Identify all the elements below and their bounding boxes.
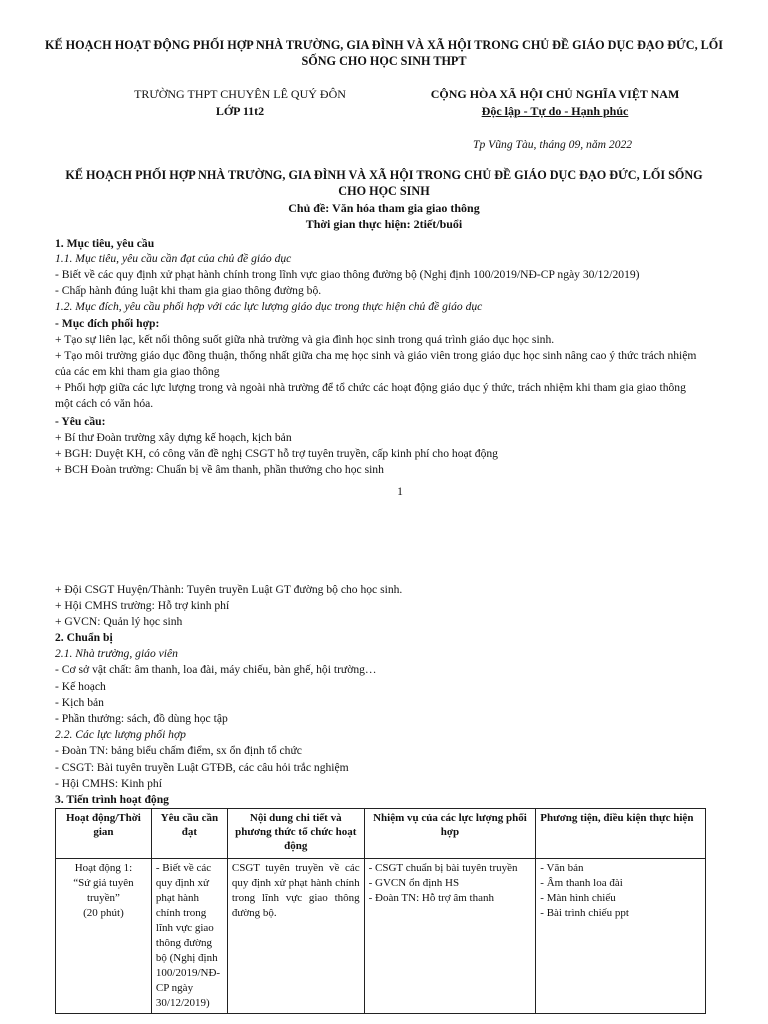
- means-cell: [536, 859, 706, 1014]
- section-1-2-heading: 1.2. Mục đích, yêu cầu phối hợp với các lực lượng giáo dục trong thực hiện chủ đề giáo dục: [55, 300, 483, 313]
- means-3: - Màn hình chiếu: [540, 892, 616, 904]
- requirements-heading: - Yêu cầu:: [55, 415, 106, 428]
- page-number: 1: [397, 485, 403, 498]
- school-name: TRƯỜNG THPT CHUYÊN LÊ QUÝ ĐÔN: [134, 87, 346, 101]
- place-date: Tp Vũng Tàu, tháng 09, năm 2022: [473, 138, 633, 151]
- section-2-heading: 2. Chuẩn bị: [55, 631, 113, 644]
- section-1-1-heading: 1.1. Mục tiêu, yêu cầu cần đạt của chủ đề giáo dục: [55, 252, 292, 265]
- objective-2: - Chấp hành đúng luật khi tham gia giao thông đường bộ.: [55, 284, 322, 297]
- requirement-4: + Đội CSGT Huyện/Thành: Tuyên truyền Luật GT đường bộ cho học sinh.: [55, 583, 403, 596]
- requirement-6: + GVCN: Quản lý học sinh: [55, 615, 183, 628]
- requirement-3: + BCH Đoàn trường: Chuẩn bị về âm thanh, phần thưởng cho học sinh: [55, 463, 384, 476]
- main-title-line-1: KẾ HOẠCH HOẠT ĐỘNG PHỐI HỢP NHÀ TRƯỜNG, GIA ĐÌNH VÀ XÃ HỘI TRONG CHỦ ĐỀ GIÁO DỤC ĐẠO ĐỨC, LỐI: [44, 38, 724, 52]
- requirement-5: + Hội CMHS trường: Hỗ trợ kinh phí: [55, 599, 230, 612]
- header-tasks: Nhiệm vụ của các lực lượng phối hợp: [364, 809, 536, 859]
- tasks-cell: [364, 859, 536, 1014]
- prep-7: - Hội CMHS: Kinh phí: [55, 777, 162, 790]
- header-content: Nội dung chi tiết và phương thức tổ chức hoạt động: [227, 809, 364, 859]
- activity-table: [55, 808, 706, 1014]
- requirement-1: + Bí thư Đoàn trường xây dựng kế hoạch, kịch bản: [55, 431, 292, 444]
- header-activity: Hoạt động/Thời gian: [56, 809, 152, 859]
- means-1: - Văn bản: [540, 862, 584, 874]
- requirement-2: + BGH: Duyệt KH, có công văn đề nghị CSGT hỗ trợ tuyên truyền, cấp kinh phí cho hoạt động: [55, 447, 498, 460]
- content-cell: CSGT tuyên truyền về các quy định xử phạt hành chính trong lĩnh vực giao thông đường bộ.: [227, 859, 364, 1014]
- section-2-1-heading: 2.1. Nhà trường, giáo viên: [55, 647, 178, 660]
- activity-title: Hoạt động 1:: [74, 862, 133, 874]
- section-1-heading: 1. Mục tiêu, yêu cầu: [55, 237, 155, 250]
- means-2: - Âm thanh loa đài: [540, 877, 623, 889]
- main-title-line-2: SỐNG CHO HỌC SINH THPT: [301, 54, 467, 68]
- prep-2: - Kế hoạch: [55, 680, 106, 693]
- purpose-heading: - Mục đích phối hợp:: [55, 317, 160, 330]
- topic: Chủ đề: Văn hóa tham gia giao thông: [288, 201, 480, 215]
- task-3: - Đoàn TN: Hỗ trợ âm thanh: [368, 892, 494, 904]
- section-3-heading: 3. Tiến trình hoạt động: [55, 793, 169, 806]
- activity-name: “Sứ giả tuyên truyền”: [73, 877, 134, 904]
- purpose-3: + Phối hợp giữa các lực lượng trong và ngoài nhà trường để tổ chức các hoạt động giáo dục ý thức, trách nhiệm khi tham gia giao thông một cách có văn hóa.: [55, 381, 686, 410]
- task-2: - GVCN ổn định HS: [368, 877, 460, 889]
- prep-3: - Kịch bản: [55, 696, 104, 709]
- table-row: [56, 859, 706, 1014]
- requirement-cell: - Biết về các quy định xử phạt hành chính trong lĩnh vực giao thông đường bộ (Nghị định 100/2019/NĐ-CP ngày 30/12/2019): [151, 859, 227, 1014]
- prep-5: - Đoàn TN: bảng biểu chấm điểm, sx ổn định tổ chức: [55, 744, 302, 757]
- header-means: Phương tiện, điều kiện thực hiện: [536, 809, 706, 859]
- prep-6: - CSGT: Bài tuyên truyền Luật GTĐB, các câu hỏi trắc nghiệm: [55, 761, 349, 774]
- duration: Thời gian thực hiện: 2tiết/buổi: [305, 217, 463, 231]
- header-requirement: Yêu cầu cần đạt: [151, 809, 227, 859]
- objective-1: - Biết về các quy định xử phạt hành chính trong lĩnh vực giao thông đường bộ (Nghị định 100/2019/NĐ-CP ngày 30/12/2019): [55, 268, 640, 281]
- activity-cell: [56, 859, 152, 1014]
- prep-4: - Phần thưởng: sách, đồ dùng học tập: [55, 712, 228, 725]
- activity-time: (20 phút): [83, 907, 124, 919]
- country-name: CỘNG HÒA XÃ HỘI CHỦ NGHĨA VIỆT NAM: [430, 87, 680, 101]
- task-1: - CSGT chuẩn bị bài tuyên truyền: [368, 862, 518, 874]
- plan-title-line-1: KẾ HOẠCH PHỐI HỢP NHÀ TRƯỜNG, GIA ĐÌNH VÀ XÃ HỘI TRONG CHỦ ĐỀ GIÁO DỤC ĐẠO ĐỨC, LỐI SỐNG: [65, 168, 703, 182]
- national-motto: Độc lập - Tự do - Hạnh phúc: [481, 104, 629, 118]
- means-4: - Bài trình chiếu ppt: [540, 907, 629, 919]
- class-name: LỚP 11t2: [215, 104, 265, 118]
- plan-title-line-2: CHO HỌC SINH: [338, 184, 430, 198]
- purpose-2: + Tạo môi trường giáo dục đồng thuận, thống nhất giữa cha mẹ học sinh và giáo viên trong giáo dục học sinh nâng cao ý thức trách nhiệm của các em khi tham gia giao thông: [55, 349, 697, 378]
- prep-1: - Cơ sở vật chất: âm thanh, loa đài, máy chiếu, bàn ghế, hội trường…: [55, 663, 377, 676]
- table-header-row: [56, 809, 706, 859]
- section-2-2-heading: 2.2. Các lực lượng phối hợp: [55, 728, 186, 741]
- purpose-1: + Tạo sự liên lạc, kết nối thông suốt giữa nhà trường và gia đình học sinh trong quá trình giáo dục học sinh.: [55, 333, 555, 346]
